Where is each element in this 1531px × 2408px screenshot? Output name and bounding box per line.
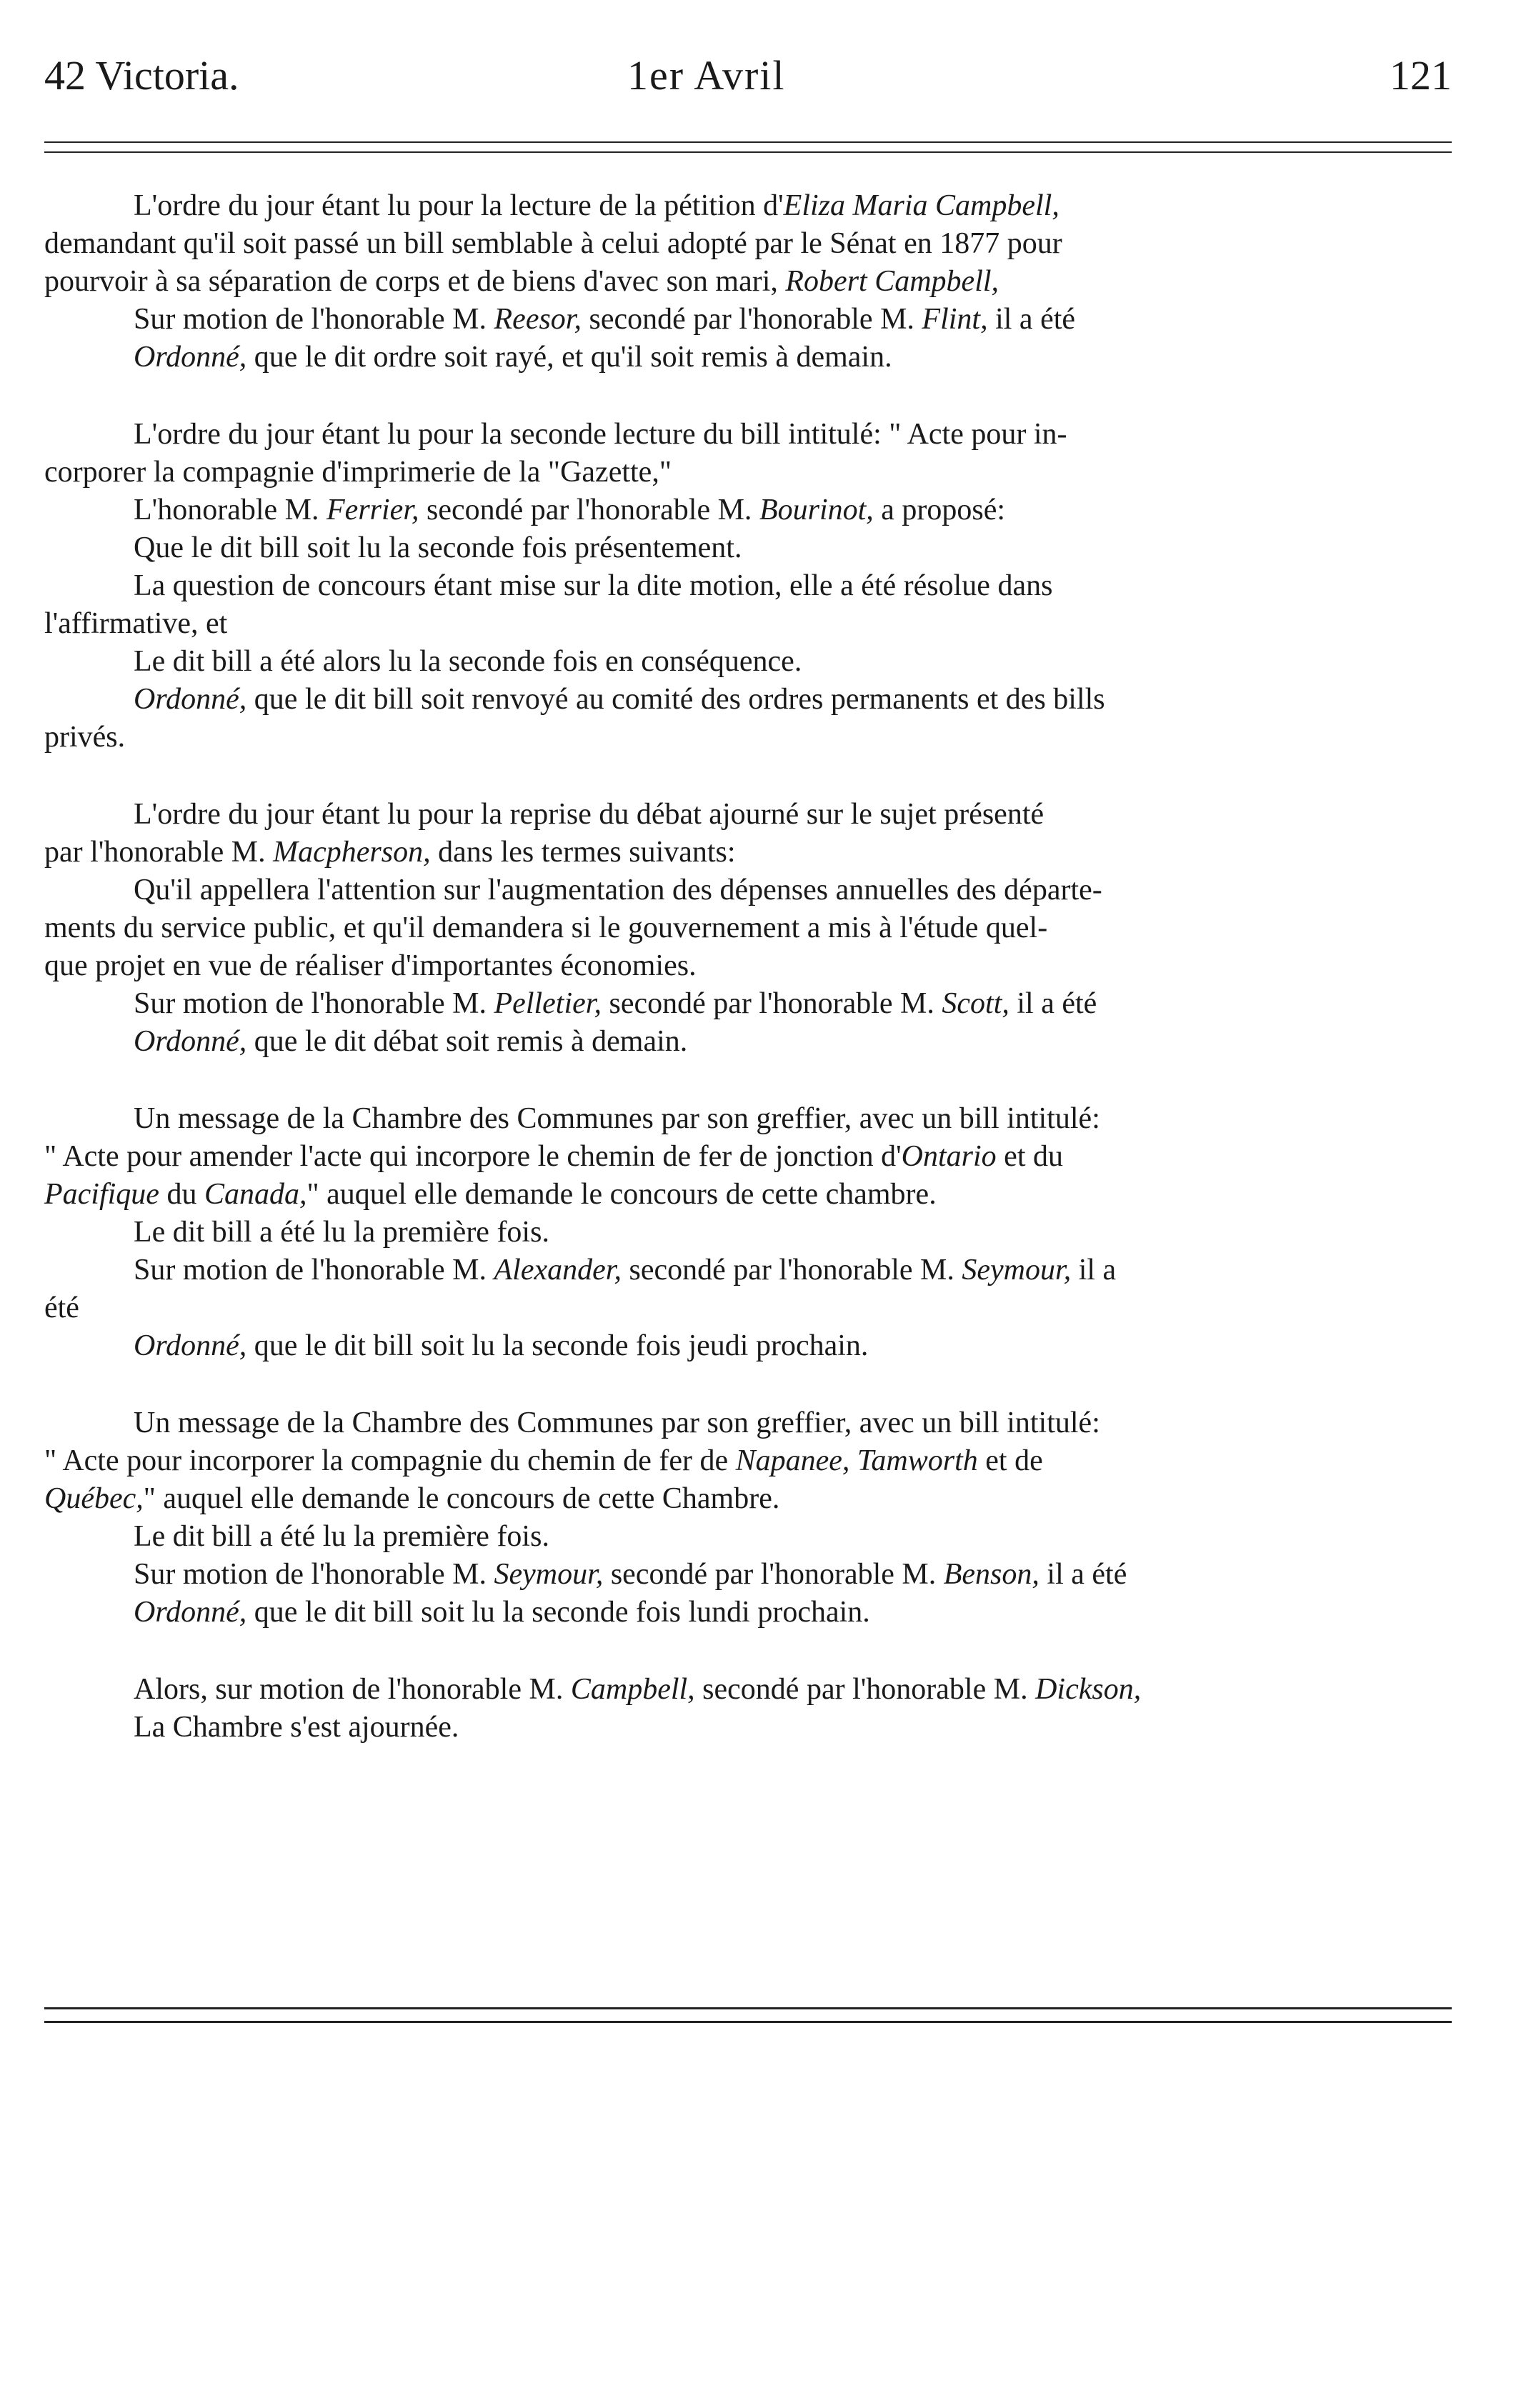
paragraph-adjournment <box>44 1671 1450 1747</box>
text-line: privés. <box>44 721 126 754</box>
text-line: que projet en vue de réaliser d'importantes économies. <box>44 949 697 982</box>
text-line: Sur motion de l'honorable M. Alexander, secondé par l'honorable M. Seymour, il a <box>134 1254 1117 1287</box>
text-line: pourvoir à sa séparation de corps et de biens d'avec son mari, Robert Campbell, <box>44 265 999 298</box>
text-line: Sur motion de l'honorable M. Reesor, secondé par l'honorable M. Flint, il a été <box>134 303 1076 336</box>
text-line: Ordonné, que le dit ordre soit rayé, et qu'il soit remis à demain. <box>134 341 892 374</box>
header-date: 1er Avril <box>627 52 786 99</box>
footer-double-rule <box>44 2007 1452 2023</box>
text-line: Sur motion de l'honorable M. Seymour, secondé par l'honorable M. Benson, il a été <box>134 1558 1127 1591</box>
paragraph-macpherson-debate <box>44 796 1450 1061</box>
text-line: La Chambre s'est ajournée. <box>134 1711 459 1744</box>
text-line: " Acte pour incorporer la compagnie du chemin de fer de Napanee, Tamworth et de <box>44 1444 1043 1477</box>
text-line: Sur motion de l'honorable M. Pelletier, secondé par l'honorable M. Scott, il a été <box>134 987 1097 1020</box>
header-volume: 42 Victoria. <box>44 52 239 99</box>
paragraph-napanee-bill <box>44 1404 1450 1632</box>
text-line: Pacifique du Canada," auquel elle demande le concours de cette chambre. <box>44 1178 937 1211</box>
text-line: Le dit bill a été lu la première fois. <box>134 1216 549 1249</box>
text-line: demandant qu'il soit passé un bill semblable à celui adopté par le Sénat en 1877 pour <box>44 227 1062 260</box>
text-line: par l'honorable M. Macpherson, dans les termes suivants: <box>44 836 736 869</box>
text-line: corporer la compagnie d'imprimerie de la "Gazette," <box>44 456 672 489</box>
header-double-rule <box>44 141 1452 153</box>
text-line: Ordonné, que le dit bill soit lu la seconde fois jeudi prochain. <box>134 1329 869 1362</box>
text-line: l'affirmative, et <box>44 607 228 640</box>
journal-body <box>44 187 1450 1786</box>
text-line: " Acte pour amender l'acte qui incorpore le chemin de fer de jonction d'Ontario et du <box>44 1140 1063 1173</box>
paragraph-petition-campbell <box>44 187 1450 376</box>
text-line: Qu'il appellera l'attention sur l'augmentation des dépenses annuelles des départe- <box>134 874 1102 906</box>
text-line: L'honorable M. Ferrier, secondé par l'honorable M. Bourinot, a proposé: <box>134 494 1006 526</box>
text-line: été <box>44 1292 79 1324</box>
text-line: L'ordre du jour étant lu pour la lecture de la pétition d'Eliza Maria Campbell, <box>134 189 1059 222</box>
page-header <box>44 47 1452 104</box>
text-line: Ordonné, que le dit bill soit renvoyé au comité des ordres permanents et des bills <box>134 683 1105 716</box>
text-line: Alors, sur motion de l'honorable M. Campbell, secondé par l'honorable M. Dickson, <box>134 1673 1142 1706</box>
paragraph-ontario-pacific-bill <box>44 1100 1450 1365</box>
text-line: L'ordre du jour étant lu pour la reprise du débat ajourné sur le sujet présenté <box>134 798 1044 831</box>
text-line: Ordonné, que le dit débat soit remis à demain. <box>134 1025 688 1058</box>
text-line: ments du service public, et qu'il demandera si le gouvernement a mis à l'étude quel- <box>44 911 1048 944</box>
text-line: L'ordre du jour étant lu pour la seconde lecture du bill intitulé: " Acte pour in- <box>134 418 1067 451</box>
text-line: Un message de la Chambre des Communes par son greffier, avec un bill intitulé: <box>134 1407 1100 1439</box>
paragraph-gazette-bill <box>44 416 1450 756</box>
text-line: Que le dit bill soit lu la seconde fois présentement. <box>134 531 742 564</box>
text-line: Le dit bill a été lu la première fois. <box>134 1520 549 1553</box>
text-line: La question de concours étant mise sur la dite motion, elle a été résolue dans <box>134 569 1053 602</box>
text-line: Québec," auquel elle demande le concours de cette Chambre. <box>44 1482 780 1515</box>
page-number: 121 <box>1390 52 1452 99</box>
text-line: Le dit bill a été alors lu la seconde fois en conséquence. <box>134 645 802 678</box>
text-line: Un message de la Chambre des Communes par son greffier, avec un bill intitulé: <box>134 1102 1100 1135</box>
text-line: Ordonné, que le dit bill soit lu la seconde fois lundi prochain. <box>134 1596 870 1629</box>
